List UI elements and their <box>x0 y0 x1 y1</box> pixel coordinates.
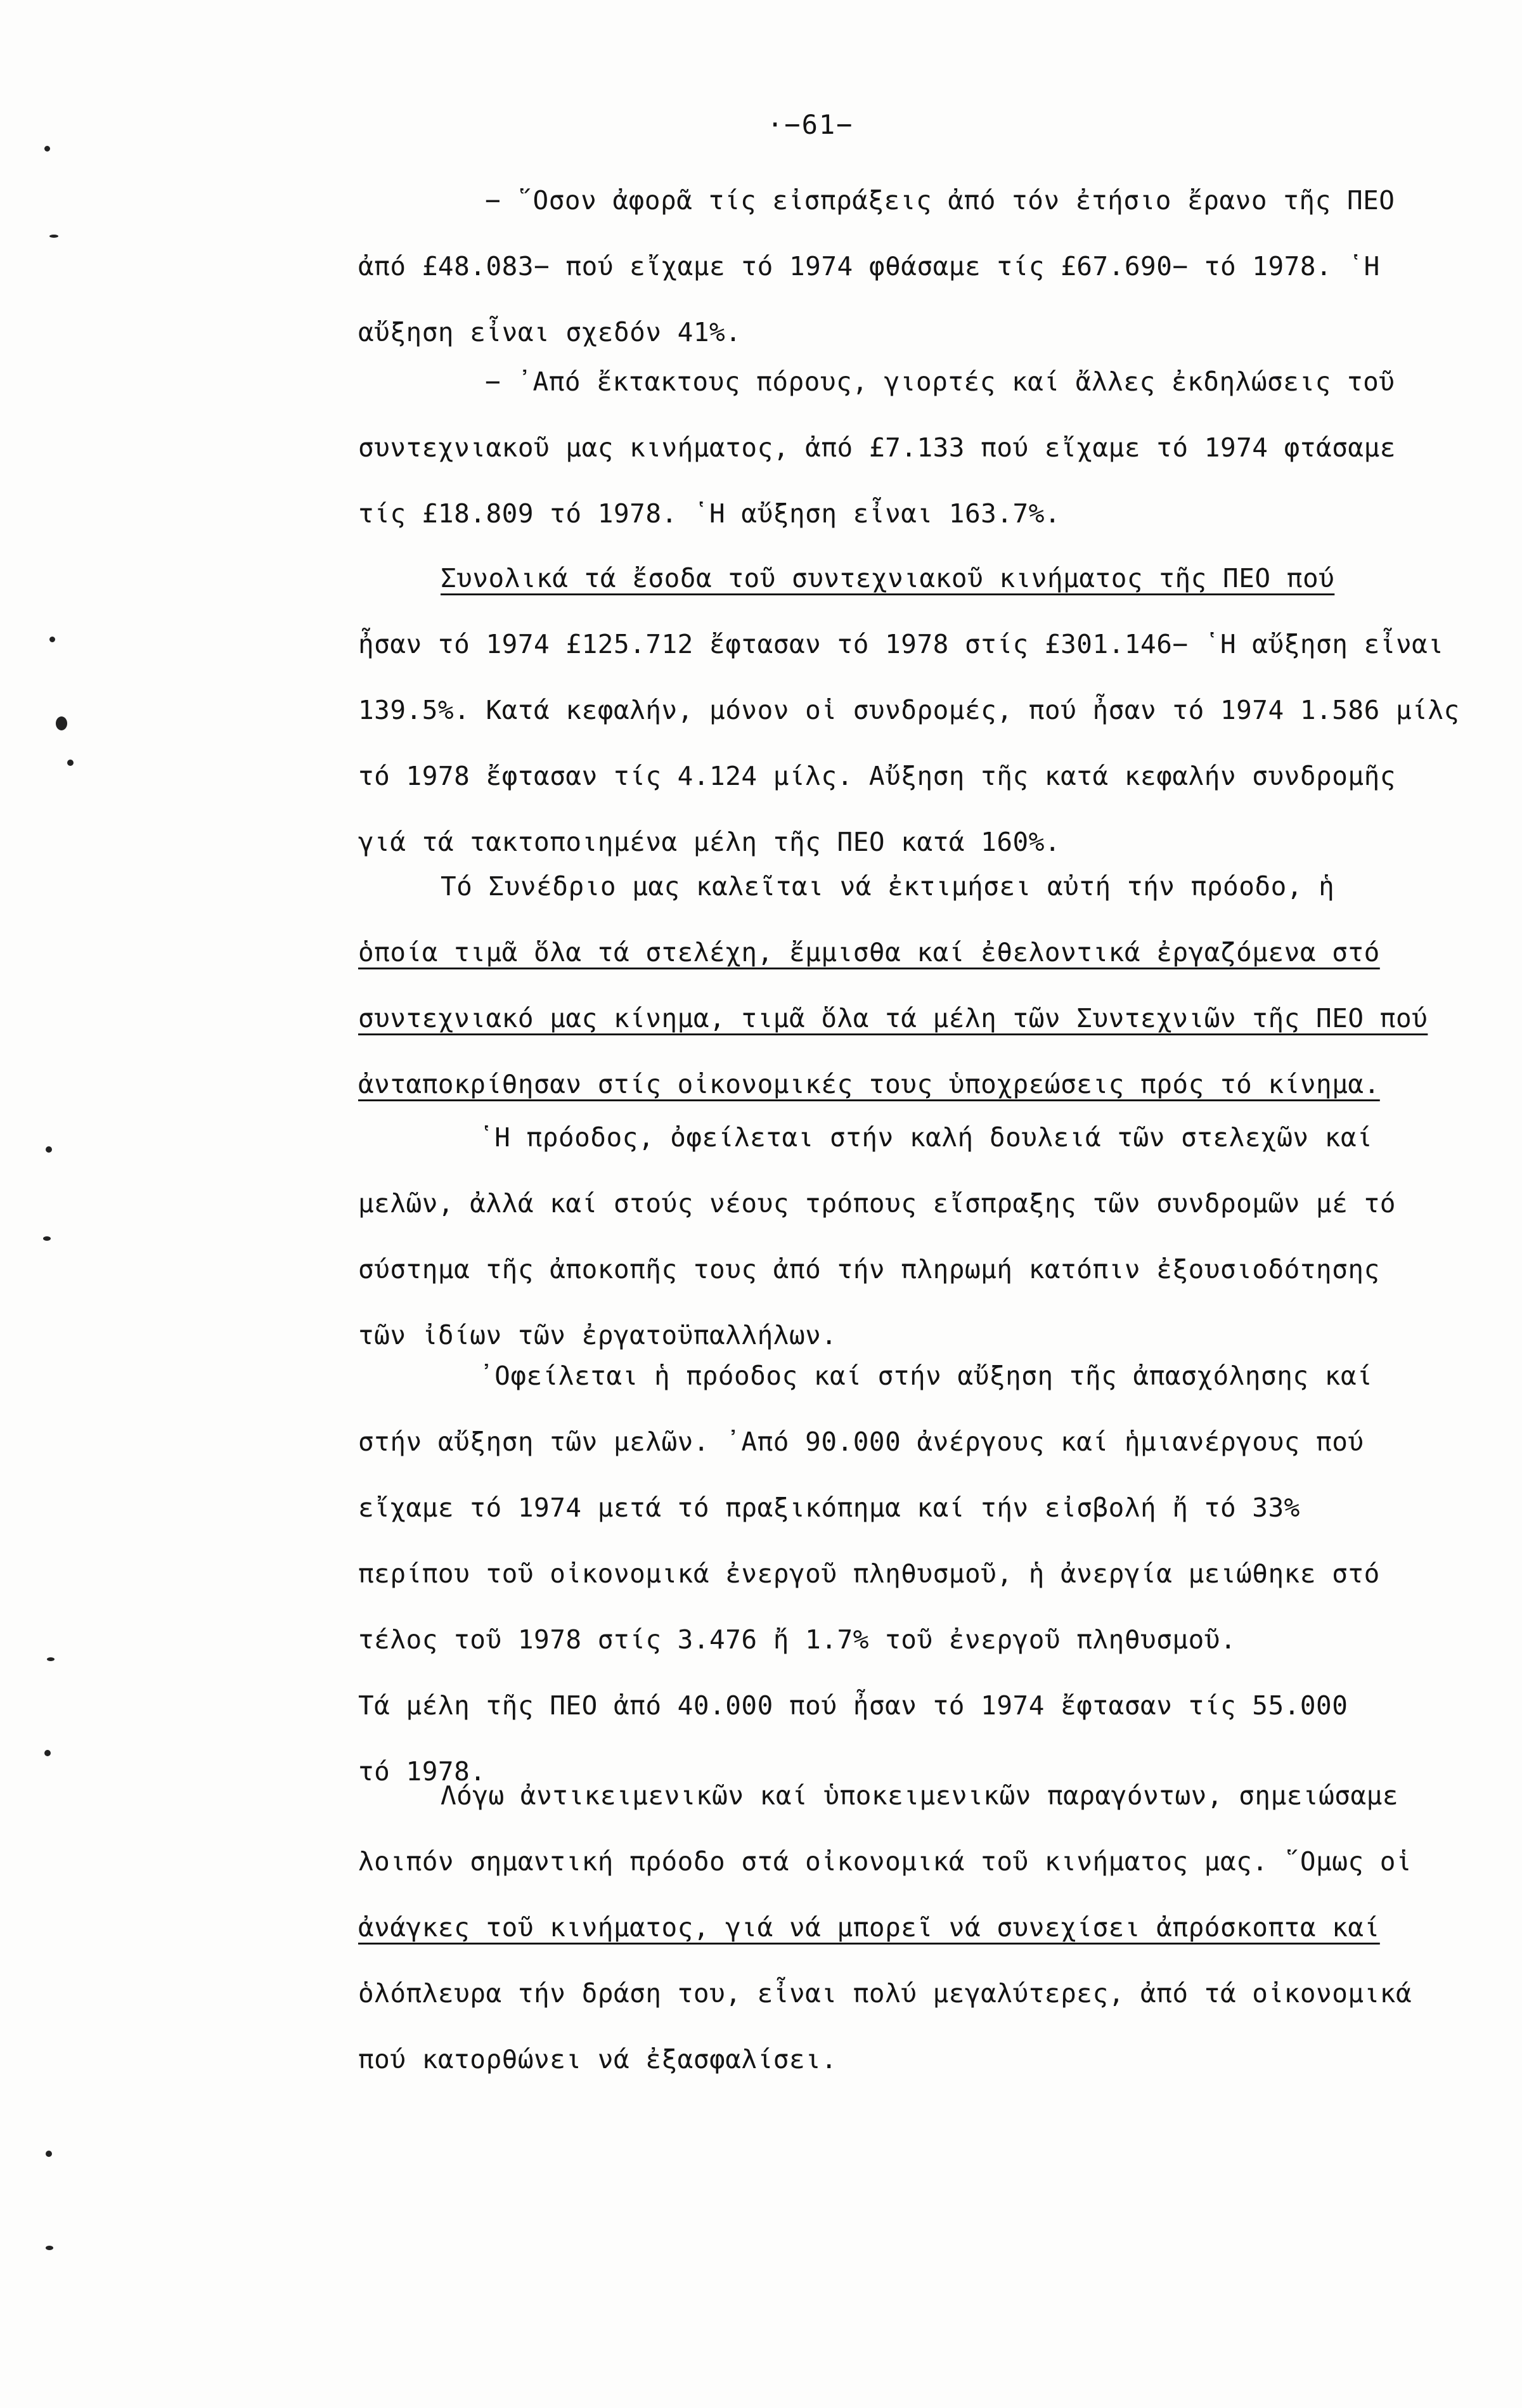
paragraph-line: ἀνάγκες τοῦ κινήματος, γιά νά μπορεῖ νά συνεχίσει ἀπρόσκοπτα καί <box>358 1912 1380 1943</box>
paragraph-line: συντεχνιακοῦ μας κινήματος, ἀπό £7.133 πού εἴχαμε τό 1974 φτάσαμε <box>358 432 1396 463</box>
paragraph-line: 139.5%. Κατά κεφαλήν, μόνον οἱ συνδρομές, πού ἦσαν τό 1974 1.586 μίλς <box>358 695 1460 725</box>
scan-speck <box>49 637 55 642</box>
paragraph-employment-membership <box>358 1343 1436 1804</box>
scan-speck <box>49 235 58 238</box>
scan-speck <box>46 1146 52 1153</box>
paragraph-extraordinary-income <box>358 349 1436 547</box>
paragraph-line: περίπου τοῦ οἰκονομικά ἐνεργοῦ πληθυσμοῦ, ἡ ἀνεργία μειώθηκε στό <box>358 1558 1380 1589</box>
paragraph-line: αὔξηση εἶναι σχεδόν 41%. <box>358 317 742 347</box>
scan-speck <box>46 2151 52 2157</box>
paragraph-line: λοιπόν σημαντική πρόοδο στά οἰκονομικά τοῦ κινήματος μας. ῞Ομως οἱ <box>358 1846 1412 1877</box>
paragraph-line: ἦσαν τό 1974 £125.712 ἔφτασαν τό 1978 στίς £301.146− ῾Η αὔξηση εἶναι <box>358 629 1444 659</box>
paragraph-line: Λόγω ἀντικειμενικῶν καί ὑποκειμενικῶν παραγόντων, σημειώσαμε <box>441 1780 1399 1811</box>
paragraph-line: εἴχαμε τό 1974 μετά τό πραξικόπημα καί τήν εἰσβολή ἤ τό 33% <box>358 1492 1300 1523</box>
paragraph-line: ὁποία τιμᾶ ὅλα τά στελέχη, ἔμμισθα καί ἐθελοντικά ἐργαζόμενα στό <box>358 937 1380 968</box>
paragraph-line: τό 1978 ἔφτασαν τίς 4.124 μίλς. Αὔξηση τῆς κατά κεφαλήν συνδρομῆς <box>358 761 1396 791</box>
paragraph-line: ᾿Οφείλεται ἡ πρόοδος καί στήν αὔξηση τῆς ἀπασχόλησης καί <box>479 1361 1373 1391</box>
paragraph-line: ῾Η πρόοδος, ὀφείλεται στήν καλή δουλειά τῶν στελεχῶν καί <box>479 1122 1373 1153</box>
paragraph-line: σύστημα τῆς ἀποκοπῆς τους ἀπό τήν πληρωμή κατόπιν ἐξουσιοδότησης <box>358 1254 1380 1285</box>
scan-speck <box>47 1657 55 1661</box>
scan-speck <box>56 716 67 730</box>
paragraph-line: τίς £18.809 τό 1978. ῾Η αὔξηση εἶναι 163.7%. <box>358 498 1061 529</box>
paragraph-total-income <box>358 545 1460 875</box>
paragraph-congress-appreciation <box>358 853 1436 1117</box>
paragraph-line: − ῞Οσον ἀφορᾶ τίς εἰσπράξεις ἀπό τόν ἐτήσιο ἔρανο τῆς ΠΕΟ <box>485 185 1395 216</box>
scan-speck <box>43 1236 51 1241</box>
paragraph-line: Συνολικά τά ἔσοδα τοῦ συντεχνιακοῦ κινήματος τῆς ΠΕΟ πού <box>441 563 1335 593</box>
paragraph-line: − ᾿Από ἔκτακτους πόρους, γιορτές καί ἄλλες ἐκδηλώσεις τοῦ <box>485 366 1395 397</box>
scan-speck <box>67 760 74 766</box>
paragraph-line: γιά τά τακτοποιημένα μέλη τῆς ΠΕΟ κατά 160%. <box>358 827 1061 857</box>
paragraph-line: τό 1978. <box>358 1756 486 1787</box>
paragraph-line: συντεχνιακό μας κίνημα, τιμᾶ ὅλα τά μέλη τῶν Συντεχνιῶν τῆς ΠΕΟ πού <box>358 1003 1428 1033</box>
paragraph-line: μελῶν, ἀλλά καί στούς νέους τρόπους εἴσπραξης τῶν συνδρομῶν μέ τό <box>358 1188 1396 1219</box>
paragraph-movement-needs <box>358 1763 1436 2092</box>
paragraph-line: τέλος τοῦ 1978 στίς 3.476 ἤ 1.7% τοῦ ἐνεργοῦ πληθυσμοῦ. <box>358 1624 1237 1655</box>
scan-speck <box>44 1750 51 1756</box>
paragraph-line: τῶν ἰδίων τῶν ἐργατοϋπαλλήλων. <box>358 1320 837 1350</box>
paragraph-line: Τό Συνέδριο μας καλεῖται νά ἐκτιμήσει αὐτή τήν πρόοδο, ἡ <box>441 871 1335 902</box>
scan-speck <box>44 146 50 152</box>
paragraph-line: ἀνταποκρίθησαν στίς οἰκονομικές τους ὑποχρεώσεις πρός τό κίνημα. <box>358 1069 1380 1099</box>
paragraph-line: στήν αὔξηση τῶν μελῶν. ᾿Από 90.000 ἀνέργους καί ἡμιανέργους πού <box>358 1427 1364 1457</box>
scan-speck <box>46 2246 53 2250</box>
paragraph-progress-reasons <box>358 1104 1436 1368</box>
paragraph-line: ὁλόπλευρα τήν δράση του, εἶναι πολύ μεγαλύτερες, ἀπό τά οἰκονομικά <box>358 1978 1412 2009</box>
paragraph-line: ἀπό £48.083− πού εἴχαμε τό 1974 φθάσαμε τίς £67.690− τό 1978. ῾Η <box>358 251 1380 282</box>
paragraph-line: πού κατορθώνει νά ἐξασφαλίσει. <box>358 2044 837 2075</box>
paragraph-receipts-annual-collection <box>358 167 1436 365</box>
paragraph-line: Τά μέλη τῆς ΠΕΟ ἀπό 40.000 πού ἦσαν τό 1974 ἔφτασαν τίς 55.000 <box>358 1690 1348 1721</box>
page-number: ·−61− <box>767 109 854 140</box>
